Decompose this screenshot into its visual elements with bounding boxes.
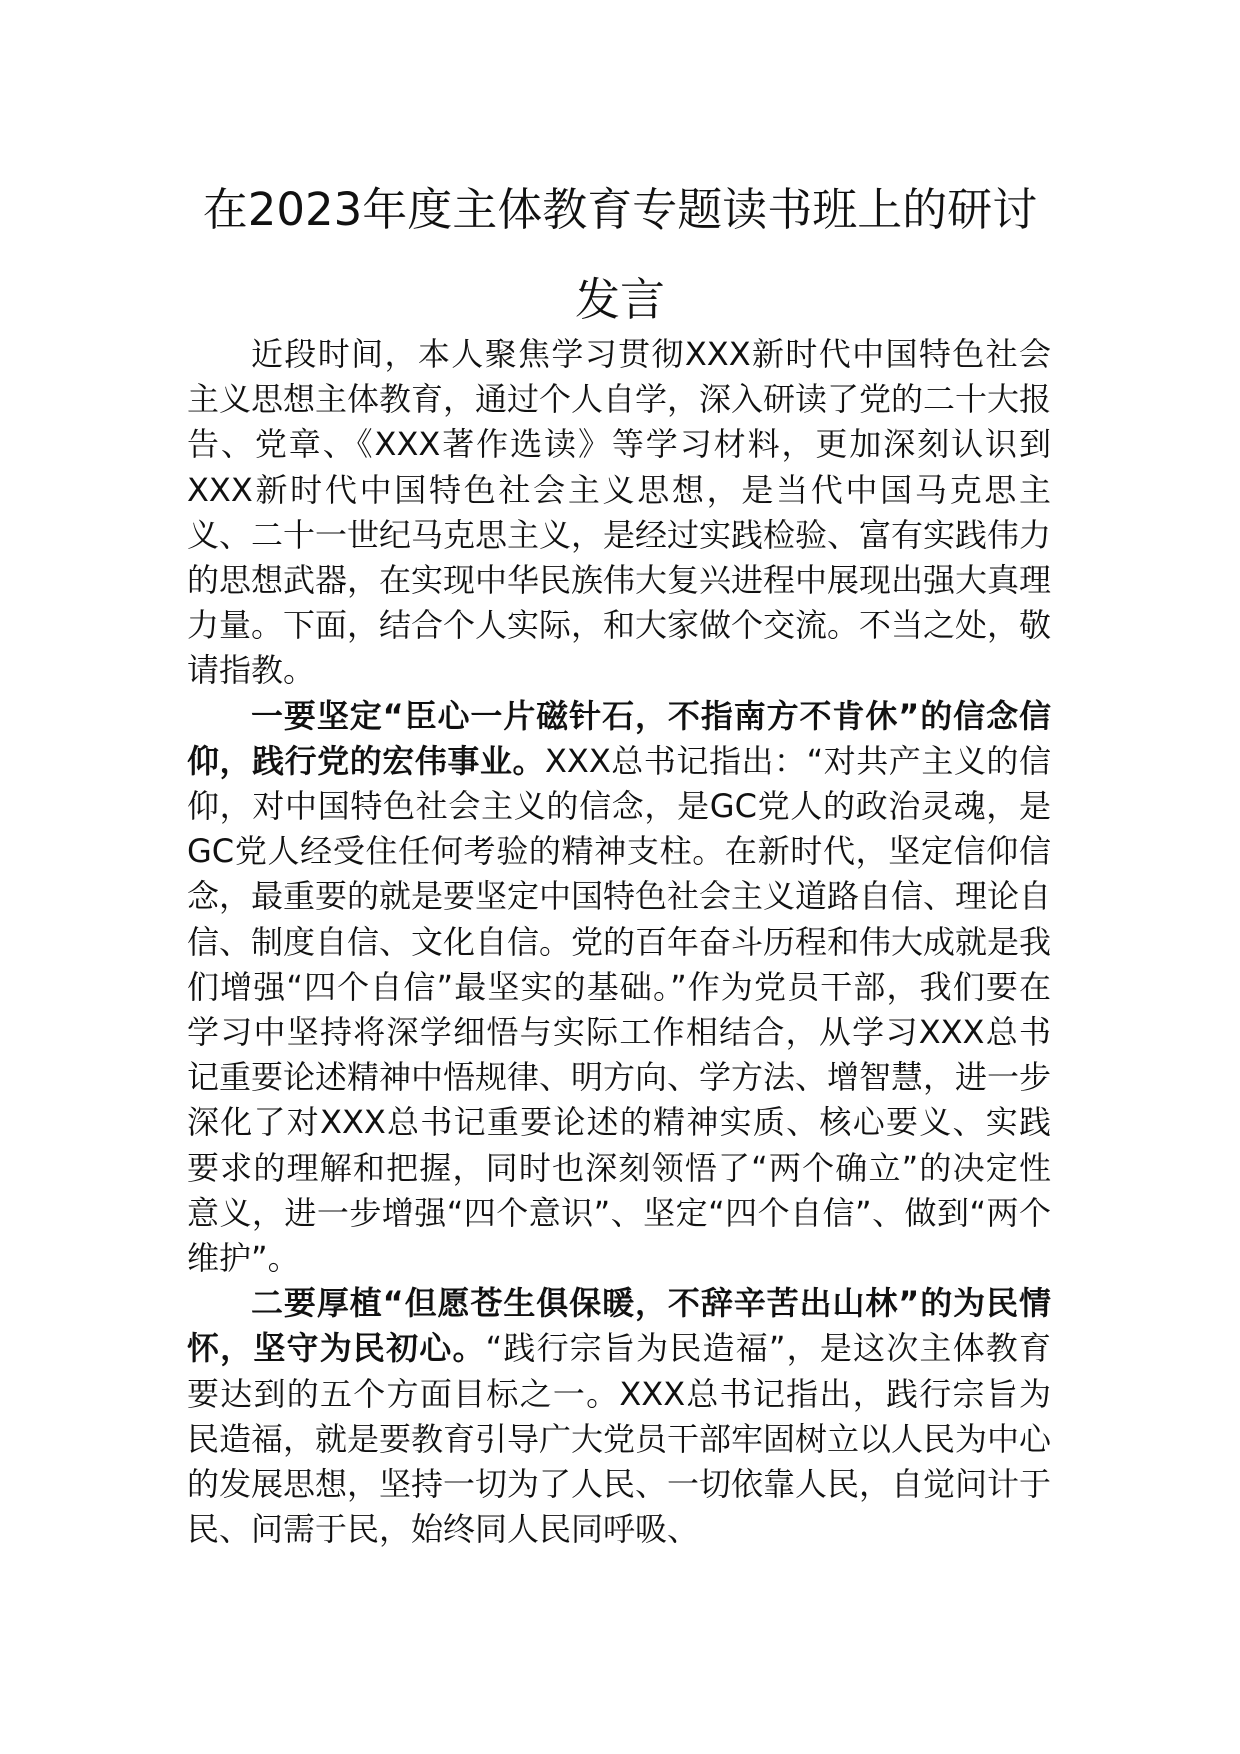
document-title [160,165,1080,345]
title-line-2: 发言 [574,273,665,326]
section-1-paragraph [187,694,1051,1282]
section-2-paragraph [187,1281,1051,1552]
section-2-heading: 二要厚植“但愿苍生俱保暖，不辞辛苦出山林”的为民情怀，坚守为民初心。 [187,1284,1051,1368]
document-body [187,332,1051,1552]
section-1-heading: 一要坚定“臣心一片磁针石，不指南方不肯休”的信念信仰，践行党的宏伟事业。 [187,696,1051,780]
section-1-text: XXX总书记指出：“对共产主义的信仰，对中国特色社会主义的信念，是GC党人的政治灵魂，是GC党人经受住任何考验的精神支柱。在新时代，坚定信仰信念，最重要的就是要坚定中国特色社会主义道路自信、理论自信、制度自信、文化自信。党的百年奋斗历程和伟大成就是我们增强“四个自信”最坚实的基础。”作为党员干部，我们要在学习中坚持将深学细悟与实际工作相结合，从学习XXX总书记重要论述精神中悟规律、明方向、学方法、增智慧，进一步深化了对XXX总书记重要论述的精神实质、核心要义、实践要求的理解和把握，同时也深刻领悟了“两个确立”的决定性意义，进一步增强“四个意识”、坚定“四个自信”、做到“两个维护”。 [187,741,1052,1278]
intro-paragraph: 近段时间，本人聚焦学习贯彻XXX新时代中国特色社会主义思想主体教育，通过个人自学，深入研读了党的二十大报告、党章、《XXX著作选读》等学习材料，更加深刻认识到XXX新时代中国特色社会主义思想，是当代中国马克思主义、二十一世纪马克思主义，是经过实践检验、富有实践伟力的思想武器，在实现中华民族伟大复兴进程中展现出强大真理力量。下面，结合个人实际，和大家做个交流。不当之处，敬请指教。 [187,335,1052,690]
title-line-1: 在2023年度主体教育专题读书班上的研讨 [202,183,1038,236]
section-2-text: “践行宗旨为民造福”，是这次主体教育要达到的五个方面目标之一。XXX总书记指出，践行宗旨为民造福，就是要教育引导广大党员干部牢固树立以人民为中心的发展思想，坚持一切为了人民、一切依靠人民，自觉问计于民、问需于民，始终同人民同呼吸、 [187,1329,1052,1549]
